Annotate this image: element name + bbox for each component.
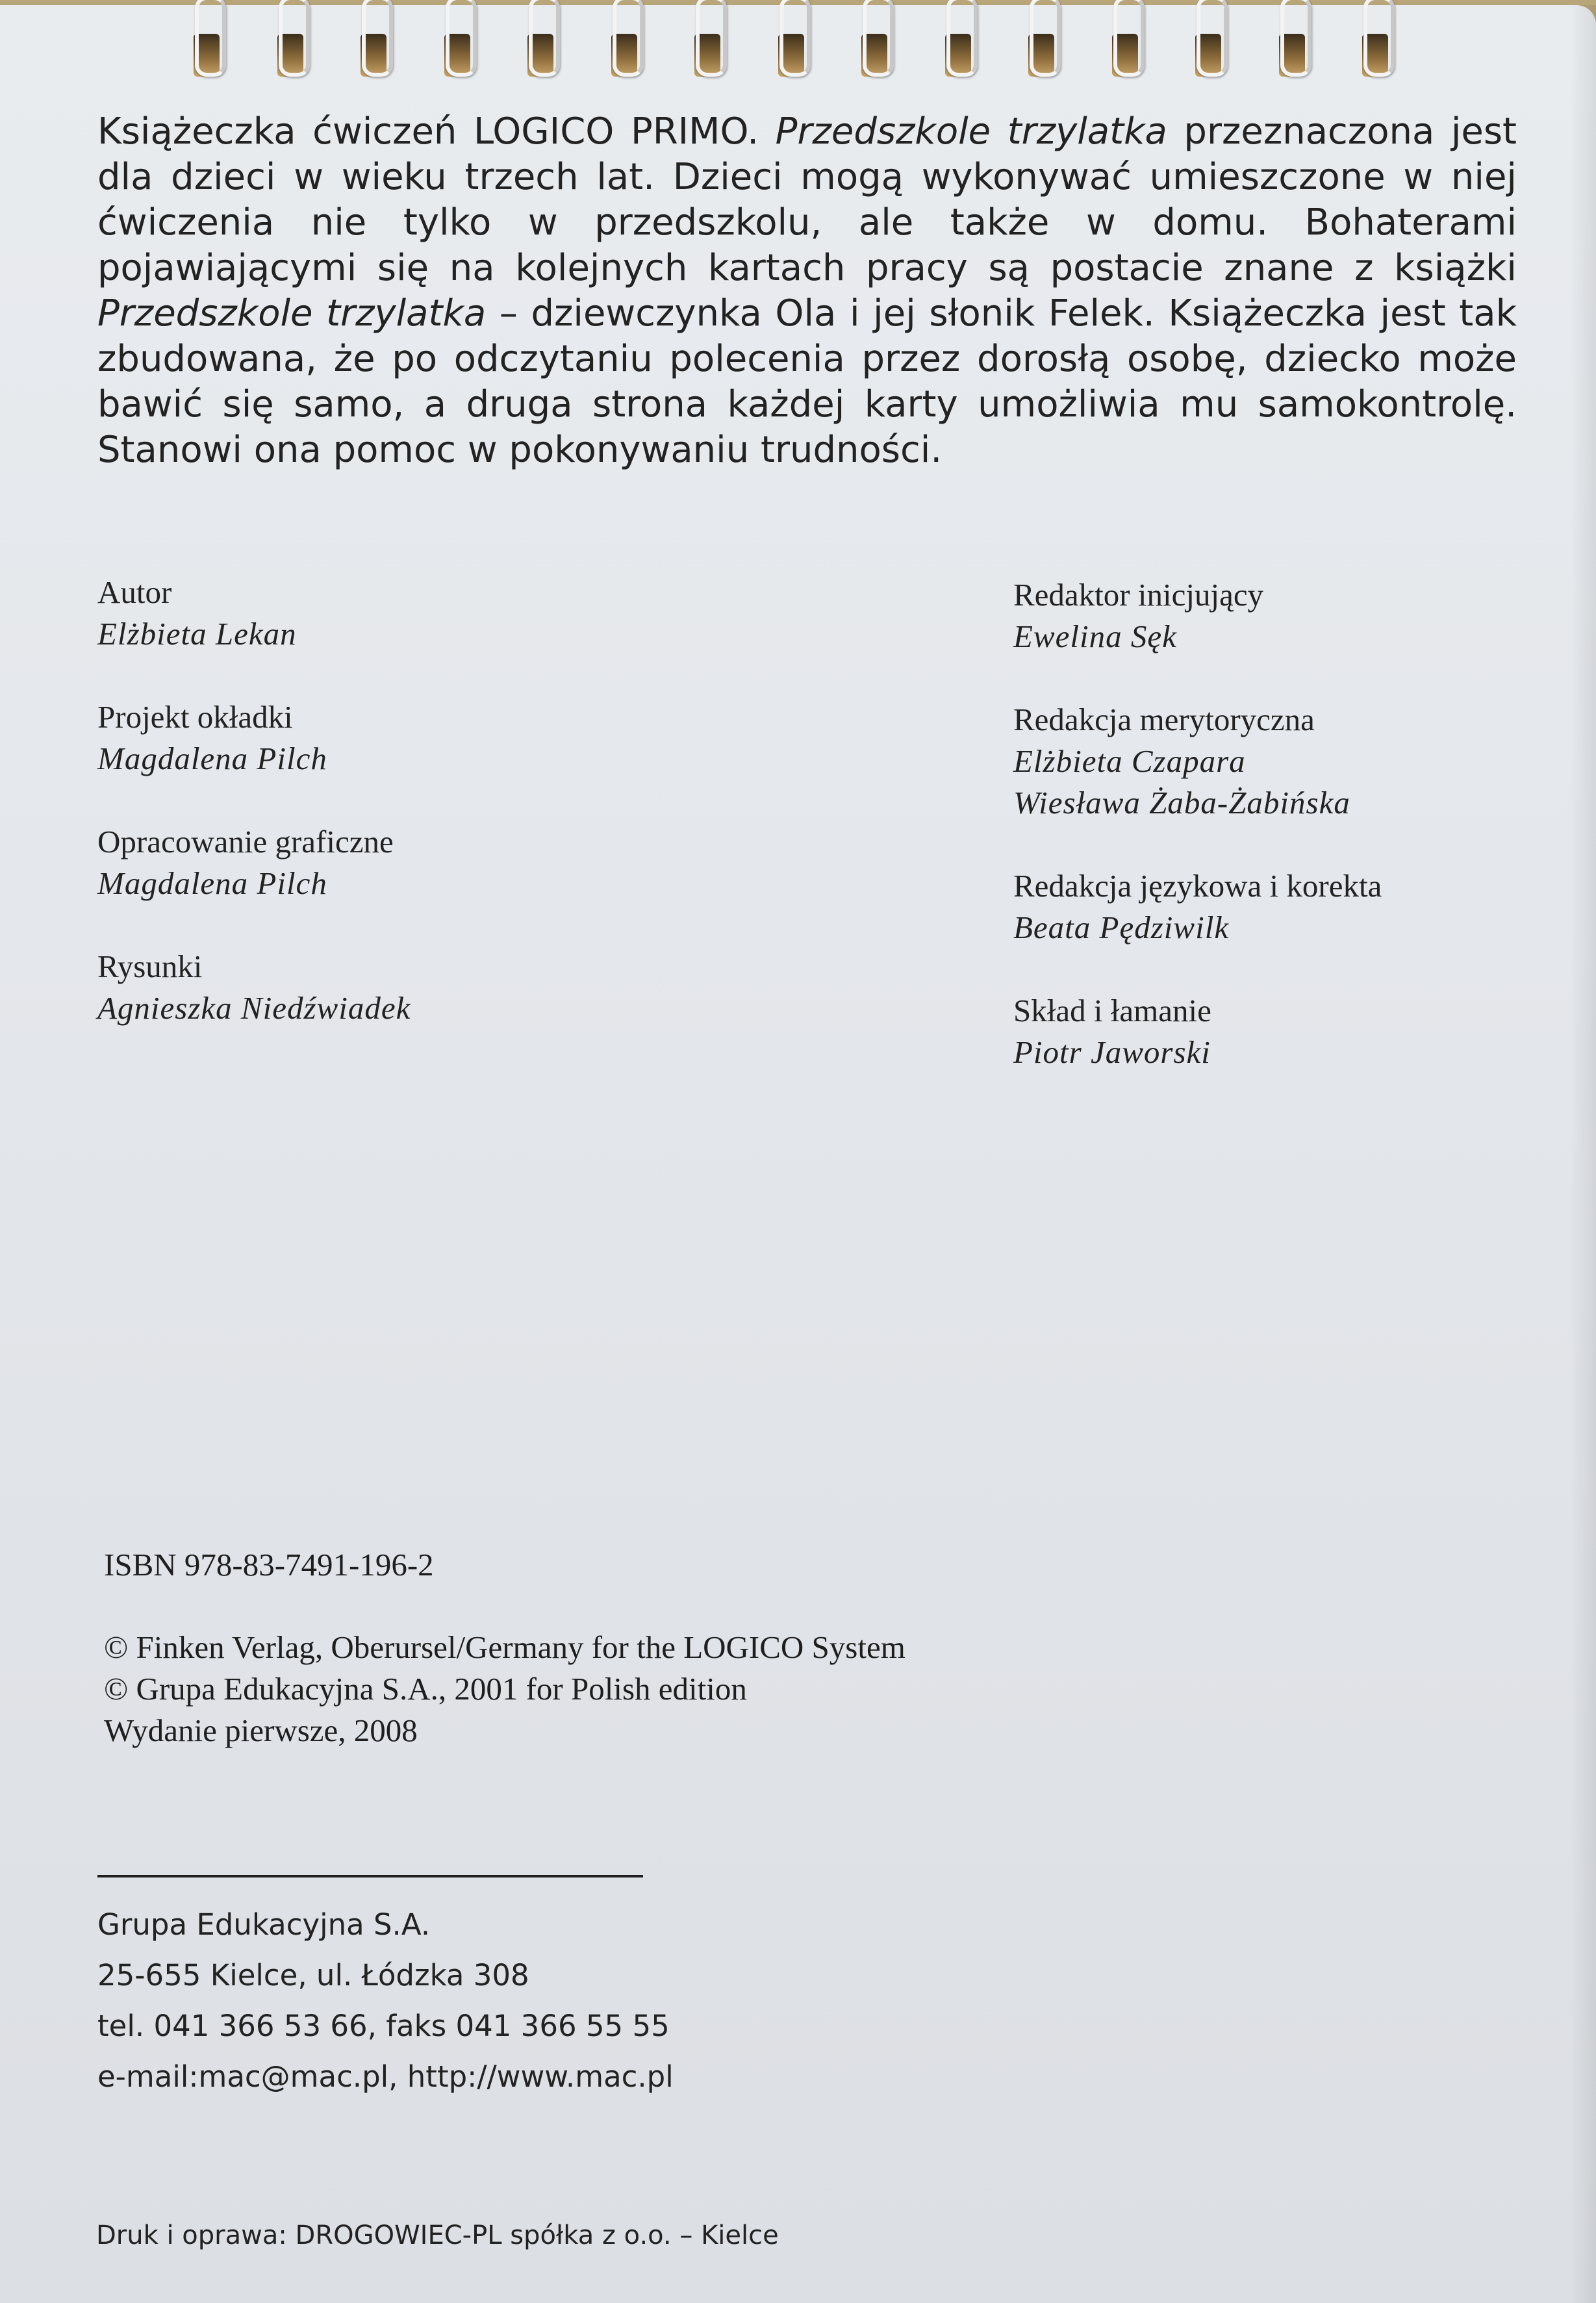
binding-wire — [863, 0, 894, 77]
binding-ring — [1357, 0, 1393, 81]
credit-entry — [97, 946, 682, 1029]
credit-entry — [1013, 865, 1565, 948]
binding-wire — [529, 0, 560, 77]
binding-wire — [279, 0, 310, 77]
publisher-phone: tel. 041 366 53 66, faks 041 366 55 55 — [97, 2009, 670, 2043]
credit-entry — [97, 821, 682, 904]
credit-person: Agnieszka Niedźwiadek — [97, 990, 411, 1026]
binding-wire — [1280, 0, 1311, 77]
copyright-line: © Grupa Edukacyjna S.A., 2001 for Polish edition — [104, 1671, 747, 1707]
credit-entry — [97, 572, 682, 655]
intro-text-2: przeznaczona jest dla dzieci w wieku trzech lat. Dzieci mogą wykonywać umieszczone w niej ćwiczenia nie tylko w przedszkolu, ale także w domu. Bohaterami pojawiającymi się na kolejnych kartach pracy są postacie znane z książki — [97, 110, 1517, 289]
binding-ring — [188, 0, 225, 81]
copyright-block — [104, 1627, 906, 1751]
binding-ring — [1190, 0, 1226, 81]
binding-ring — [355, 0, 392, 81]
credit-role: Redakcja językowa i korekta — [1013, 868, 1382, 904]
binding-ring — [606, 0, 642, 81]
intro-text-3: – dziewczynka Ola i jej słonik Felek. Książeczka jest tak zbudowana, że po odczytaniu polecenia przez dorosłą osobę, dziecko może bawić się samo, a druga strona każdej karty umożliwia mu samokontrolę. Stanowi ona pomoc w pokonywaniu trudności. — [97, 292, 1517, 471]
publisher-contact: e-mail:mac@mac.pl, http://www.mac.pl — [97, 2059, 674, 2094]
binding-ring — [856, 0, 893, 81]
binding-wire — [1197, 0, 1228, 77]
binding-wire — [1363, 0, 1395, 77]
credit-person: Elżbieta Czapara — [1013, 743, 1246, 779]
binding-ring — [439, 0, 475, 81]
binding-ring — [1023, 0, 1059, 81]
binding-ring — [1274, 0, 1310, 81]
intro-paragraph — [97, 109, 1517, 473]
credit-role: Redakcja merytoryczna — [1013, 702, 1315, 737]
credit-entry — [1013, 699, 1565, 824]
binding-ring — [940, 0, 976, 81]
credit-role: Opracowanie graficzne — [97, 824, 394, 859]
printer-info: Druk i oprawa: DROGOWIEC-PL spółka z o.o. – Kielce — [96, 2220, 779, 2250]
binding-wire — [1113, 0, 1145, 77]
credit-person: Ewelina Sęk — [1013, 618, 1177, 654]
binding-ring — [272, 0, 309, 81]
credit-person: Wiesława Żaba-Żabińska — [1013, 785, 1350, 821]
publisher-block — [97, 1900, 674, 2102]
credit-person: Elżbieta Lekan — [97, 616, 297, 652]
binding-ring — [773, 0, 809, 81]
credit-person: Piotr Jaworski — [1013, 1034, 1211, 1070]
credits-left-column — [97, 572, 682, 1071]
edition-line: Wydanie pierwsze, 2008 — [104, 1712, 418, 1748]
binding-wire — [696, 0, 727, 77]
credits-right-column — [1013, 574, 1565, 1115]
binding-wire — [195, 0, 226, 77]
binding-wire — [1030, 0, 1061, 77]
intro-text-1: Książeczka ćwiczeń LOGICO PRIMO. — [97, 110, 776, 153]
binding-wire — [446, 0, 477, 77]
credit-role: Projekt okładki — [97, 699, 293, 735]
spiral-binding — [188, 0, 1423, 84]
publisher-name: Grupa Edukacyjna S.A. — [97, 1907, 431, 1942]
publisher-address: 25-655 Kielce, ul. Łódzka 308 — [97, 1958, 529, 1992]
binding-ring — [689, 0, 726, 81]
credit-person: Beata Pędziwilk — [1013, 910, 1230, 945]
credit-person: Magdalena Pilch — [97, 741, 327, 776]
credit-entry — [1013, 574, 1565, 657]
credit-role: Redaktor inicjujący — [1013, 577, 1264, 613]
divider — [97, 1875, 643, 1877]
intro-book-title-1: Przedszkole trzylatka — [775, 110, 1167, 153]
credit-person: Magdalena Pilch — [97, 865, 327, 901]
isbn: ISBN 978-83-7491-196-2 — [104, 1547, 434, 1583]
credit-role: Rysunki — [97, 948, 203, 984]
intro-book-title-2: Przedszkole trzylatka — [97, 292, 487, 335]
credit-role: Skład i łamanie — [1013, 993, 1211, 1028]
copyright-line: © Finken Verlag, Oberursel/Germany for the LOGICO System — [104, 1629, 906, 1665]
binding-wire — [613, 0, 644, 77]
binding-wire — [362, 0, 393, 77]
binding-ring — [1107, 0, 1143, 81]
credit-entry — [1013, 990, 1565, 1073]
binding-ring — [522, 0, 559, 81]
credit-entry — [97, 696, 682, 780]
credit-role: Autor — [97, 574, 172, 610]
binding-wire — [779, 0, 811, 77]
binding-wire — [946, 0, 978, 77]
